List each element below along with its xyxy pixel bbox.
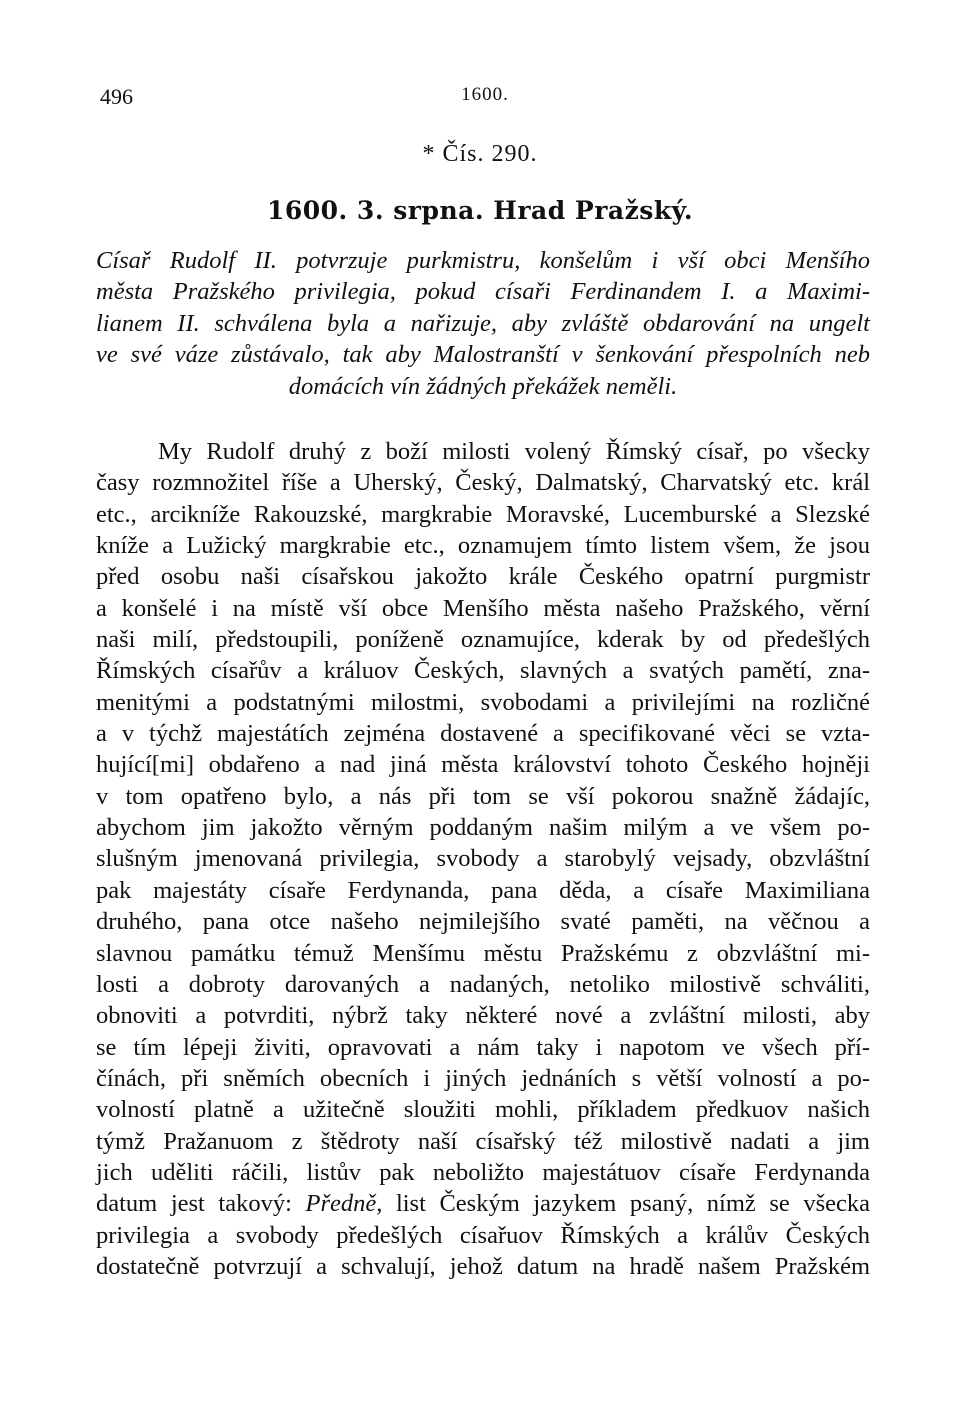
body-line: a v týchž majestátích zejména dostavené a specifikované věci se vzta- xyxy=(96,720,870,748)
body-line: menitými a podstatnými milostmi, svobodami a privilejími na rozličné xyxy=(96,688,870,716)
body-line: pak majestáty císaře Ferdynanda, pana děda, a císaře Maximiliana xyxy=(96,876,870,904)
body-line: kníže a Lužický margkrabie etc., oznamujem tímto listem všem, že jsou xyxy=(96,532,870,560)
body-line: obnoviti a potvrditi, nýbrž taky některé nové a zvláštní milosti, aby xyxy=(96,1002,870,1030)
regest-line: domácích vín žádných překážek neměli. xyxy=(288,372,678,400)
body-line: čínách, při sněmích obecních i jiných jednáních s větší volností a po- xyxy=(96,1064,870,1092)
body-line: časy rozmnožitel říše a Uherský, Český, Dalmatský, Charvatský etc. král xyxy=(96,469,870,497)
body-line: abychom jim jakožto věrným poddaným našim milým a ve všem po- xyxy=(96,814,870,842)
body-line: se tím lépeji živiti, opravovati a nám taky i napotom ve všech pří- xyxy=(96,1033,870,1061)
body-line: slušným jmenovaná privilegia, svobody a starobylý vejsady, obzvláštní xyxy=(96,845,870,873)
body-line: naši milí, předstoupili, poníženě oznamujíce, kderak by od předešlých xyxy=(96,626,870,654)
body-text-segment: datum jest takový: xyxy=(96,1190,306,1218)
document-number: * Čís. 290. xyxy=(422,141,538,167)
body-line: volností platně a užitečně sloužiti mohli, příkladem předkuov našich xyxy=(96,1096,870,1124)
emphasized-word: Předně, xyxy=(305,1190,383,1218)
body-line: losti a dobroty darovaných a nadaných, netoliko milostivě schváliti, xyxy=(96,970,870,998)
regest-summary xyxy=(96,245,870,402)
regest-line: ve své váze zůstávalo, tak aby Malostranští v šenkování přespolních neb xyxy=(96,341,870,369)
body-line: druhého, pana otce našeho nejmilejšího svaté paměti, na věčnou a xyxy=(96,908,870,936)
body-line: dostatečně potvrzují a schvalují, jehož datum na hradě našem Pražském xyxy=(96,1252,870,1280)
regest-line: Císař Rudolf II. potvrzuje purkmistru, konšelům i vší obci Menšího xyxy=(96,247,870,274)
body-line: slavnou památku témuž Menšímu městu Pražskému z obzvláštní mi- xyxy=(96,939,870,967)
document-body xyxy=(96,436,870,1282)
body-line-with-emphasis xyxy=(96,1188,870,1219)
page-header xyxy=(100,84,870,110)
body-line: hující[mi] obdařeno a nad jiná města království tohoto Českého hojněji xyxy=(96,751,870,779)
body-line: etc., arcikníže Rakouzské, margkrabie Moravské, Lucemburské a Slezské xyxy=(96,500,870,528)
body-line: My Rudolf druhý z boží milosti volený Římský císař, po všecky xyxy=(158,438,870,465)
body-text-segment: list Českým jazykem psaný, nímž se všecka xyxy=(382,1190,870,1218)
regest-line: města Pražského privilegia, pokud císaři Ferdinandem I. a Maximi- xyxy=(96,278,870,306)
date-place-heading: 1600. 3. srpna. Hrad Pražský. xyxy=(266,196,694,225)
body-line: Římských císařův a králuov Českých, slavných a svatých pamětí, zna- xyxy=(96,657,870,685)
body-line: týmž Pražanuom z štědroty naší císařský též milostivě nadati a jim xyxy=(96,1127,870,1155)
running-title: 1600. xyxy=(461,84,509,105)
page-number: 496 xyxy=(100,84,133,109)
body-line: jich uděliti ráčili, listův pak neboližto majestátuov císaře Ferdynanda xyxy=(96,1158,870,1186)
body-line: v tom opatřeno bylo, a nás při tom se vší pokorou snažně žádajíc, xyxy=(96,782,870,810)
body-line: před osobu naši císařskou jakožto krále Českého opatrní purgmistr xyxy=(96,563,870,591)
body-line: a konšelé i na místě vší obce Menšího města našeho Pražského, věrní xyxy=(96,594,870,622)
regest-line: lianem II. schválena byla a nařizuje, aby zvláště obdarování na ungelt xyxy=(96,309,870,337)
body-line: privilegia a svobody předešlých císařuov Římských a králův Českých xyxy=(96,1221,870,1249)
